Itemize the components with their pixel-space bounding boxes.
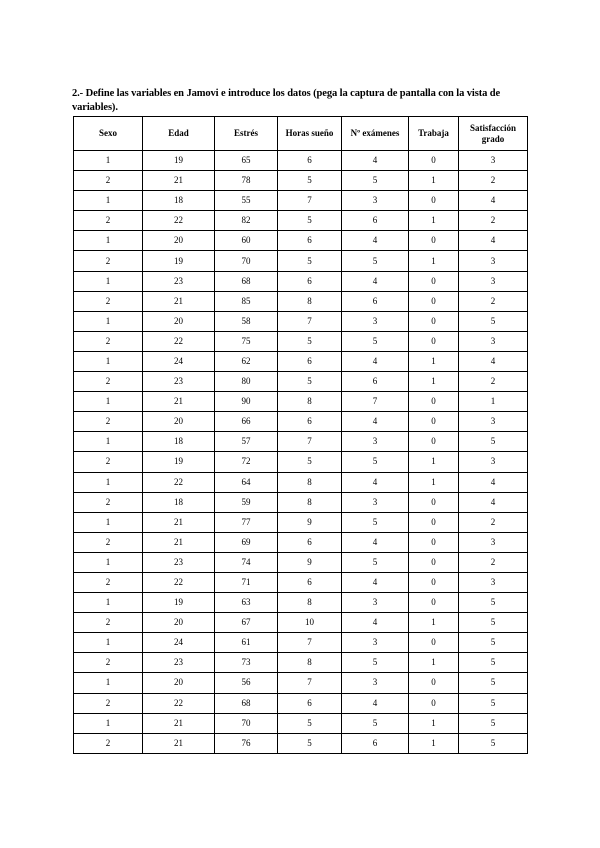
table-cell: 1 [409,713,459,733]
table-cell: 5 [459,673,528,693]
table-cell: 1 [74,351,143,371]
table-cell: 3 [459,251,528,271]
column-header: Nº exámenes [342,117,409,151]
table-cell: 5 [342,512,409,532]
table-body [74,151,528,754]
table-cell: 5 [459,733,528,753]
table-cell: 2 [74,532,143,552]
table-cell: 2 [74,412,143,432]
table-cell: 4 [342,271,409,291]
table-cell: 3 [342,492,409,512]
table-cell: 4 [459,191,528,211]
table-row [74,653,528,673]
table-cell: 70 [215,713,278,733]
table-cell: 2 [74,171,143,191]
table-cell: 71 [215,572,278,592]
table-cell: 6 [342,211,409,231]
table-cell: 76 [215,733,278,753]
table-cell: 9 [278,512,342,532]
table-cell: 20 [143,673,215,693]
table-cell: 20 [143,412,215,432]
column-header: Sexo [74,117,143,151]
table-row [74,291,528,311]
table-cell: 0 [409,673,459,693]
table-cell: 4 [342,412,409,432]
table-cell: 1 [409,372,459,392]
data-table [73,116,528,754]
table-row [74,432,528,452]
table-cell: 3 [459,532,528,552]
table-row [74,351,528,371]
table-row [74,572,528,592]
table-cell: 1 [74,311,143,331]
table-cell: 19 [143,251,215,271]
column-header: Estrés [215,117,278,151]
table-cell: 21 [143,512,215,532]
table-cell: 4 [342,351,409,371]
table-row [74,593,528,613]
table-cell: 21 [143,291,215,311]
table-cell: 4 [459,231,528,251]
table-cell: 5 [459,432,528,452]
table-cell: 7 [278,633,342,653]
table-row [74,311,528,331]
table-cell: 4 [342,472,409,492]
table-cell: 1 [74,271,143,291]
table-cell: 67 [215,613,278,633]
table-cell: 8 [278,392,342,412]
table-cell: 1 [409,613,459,633]
table-cell: 3 [459,572,528,592]
table-cell: 5 [459,593,528,613]
table-cell: 21 [143,532,215,552]
table-cell: 5 [459,653,528,673]
table-cell: 1 [74,593,143,613]
table-row [74,211,528,231]
table-cell: 82 [215,211,278,231]
table-cell: 2 [74,452,143,472]
table-cell: 2 [459,552,528,572]
table-cell: 22 [143,472,215,492]
table-cell: 8 [278,472,342,492]
table-cell: 1 [409,251,459,271]
table-cell: 6 [342,733,409,753]
table-cell: 2 [74,211,143,231]
table-cell: 4 [459,351,528,371]
table-row [74,151,528,171]
table-cell: 5 [278,372,342,392]
table-cell: 0 [409,392,459,412]
table-row [74,492,528,512]
table-cell: 3 [459,452,528,472]
table-cell: 6 [342,291,409,311]
table-row [74,673,528,693]
table-row [74,452,528,472]
table-cell: 0 [409,231,459,251]
table-cell: 2 [74,613,143,633]
table-cell: 19 [143,151,215,171]
table-cell: 73 [215,653,278,673]
table-cell: 3 [342,593,409,613]
table-cell: 85 [215,291,278,311]
table-cell: 62 [215,351,278,371]
table-cell: 2 [74,492,143,512]
table-cell: 1 [409,211,459,231]
table-cell: 3 [459,412,528,432]
table-cell: 5 [278,171,342,191]
table-cell: 4 [459,472,528,492]
table-cell: 23 [143,372,215,392]
table-cell: 18 [143,492,215,512]
table-cell: 1 [74,231,143,251]
table-cell: 24 [143,351,215,371]
table-cell: 6 [278,572,342,592]
table-cell: 1 [74,191,143,211]
table-cell: 5 [278,211,342,231]
table-cell: 0 [409,492,459,512]
table-cell: 4 [342,693,409,713]
table-cell: 3 [342,633,409,653]
table-cell: 20 [143,613,215,633]
table-cell: 60 [215,231,278,251]
table-cell: 2 [459,291,528,311]
table-row [74,271,528,291]
table-cell: 0 [409,412,459,432]
table-cell: 4 [342,231,409,251]
table-cell: 1 [74,713,143,733]
table-header-row [74,117,528,151]
table-cell: 21 [143,392,215,412]
table-cell: 5 [342,653,409,673]
table-cell: 78 [215,171,278,191]
table-cell: 5 [342,251,409,271]
table-cell: 5 [459,613,528,633]
table-cell: 6 [278,412,342,432]
table-cell: 4 [459,492,528,512]
table-cell: 5 [459,713,528,733]
column-header: Trabaja [409,117,459,151]
table-cell: 2 [74,291,143,311]
table-row [74,251,528,271]
table-cell: 0 [409,572,459,592]
table-cell: 3 [459,151,528,171]
table-cell: 18 [143,191,215,211]
table-cell: 80 [215,372,278,392]
table-cell: 1 [74,633,143,653]
table-cell: 0 [409,432,459,452]
table-cell: 5 [278,331,342,351]
table-cell: 68 [215,693,278,713]
table-cell: 5 [278,733,342,753]
column-header: Edad [143,117,215,151]
table-row [74,552,528,572]
table-cell: 7 [278,311,342,331]
table-cell: 1 [409,653,459,673]
table-cell: 6 [278,532,342,552]
table-cell: 8 [278,653,342,673]
table-cell: 0 [409,532,459,552]
table-cell: 20 [143,231,215,251]
table-cell: 22 [143,211,215,231]
table-cell: 18 [143,432,215,452]
table-cell: 3 [342,191,409,211]
table-row [74,472,528,492]
table-cell: 2 [74,572,143,592]
table-cell: 72 [215,452,278,472]
table-cell: 70 [215,251,278,271]
table-cell: 3 [459,271,528,291]
table-row [74,613,528,633]
table-cell: 2 [74,331,143,351]
table-cell: 3 [342,311,409,331]
table-cell: 1 [409,733,459,753]
table-cell: 2 [74,653,143,673]
table-cell: 1 [74,472,143,492]
table-cell: 66 [215,412,278,432]
table-cell: 8 [278,593,342,613]
table-row [74,693,528,713]
table-cell: 1 [74,512,143,532]
table-cell: 8 [278,492,342,512]
table-cell: 10 [278,613,342,633]
table-cell: 5 [459,633,528,653]
table-cell: 1 [74,151,143,171]
table-cell: 9 [278,552,342,572]
table-cell: 7 [278,673,342,693]
table-cell: 2 [459,512,528,532]
table-cell: 5 [342,171,409,191]
table-cell: 2 [459,211,528,231]
table-cell: 22 [143,331,215,351]
table-cell: 7 [342,392,409,412]
table-cell: 7 [278,191,342,211]
table-cell: 0 [409,512,459,532]
table-cell: 7 [278,432,342,452]
table-cell: 6 [278,693,342,713]
table-cell: 19 [143,452,215,472]
table-row [74,231,528,251]
table-cell: 6 [278,231,342,251]
table-cell: 3 [342,432,409,452]
table-cell: 68 [215,271,278,291]
table-cell: 0 [409,311,459,331]
table-cell: 1 [409,452,459,472]
table-row [74,713,528,733]
table-row [74,331,528,351]
table-cell: 23 [143,552,215,572]
table-cell: 57 [215,432,278,452]
column-header: Horas sueño [278,117,342,151]
table-cell: 0 [409,291,459,311]
table-cell: 58 [215,311,278,331]
table-cell: 1 [459,392,528,412]
table-cell: 0 [409,593,459,613]
table-cell: 23 [143,653,215,673]
table-cell: 65 [215,151,278,171]
table-cell: 1 [74,673,143,693]
table-cell: 1 [74,552,143,572]
table-cell: 0 [409,331,459,351]
table-cell: 69 [215,532,278,552]
table-cell: 0 [409,271,459,291]
table-cell: 0 [409,633,459,653]
table-row [74,733,528,753]
table-cell: 4 [342,532,409,552]
table-cell: 8 [278,291,342,311]
table-cell: 4 [342,151,409,171]
table-cell: 5 [278,251,342,271]
table-cell: 22 [143,572,215,592]
table-cell: 21 [143,733,215,753]
section-heading: 2.- Define las variables en Jamovi e introduce los datos (pega la captura de pantalla con la vista de variables). [72,88,501,113]
table-cell: 6 [278,151,342,171]
table-cell: 1 [74,432,143,452]
table-cell: 0 [409,151,459,171]
table-cell: 5 [459,311,528,331]
table-cell: 5 [342,452,409,472]
table-cell: 23 [143,271,215,291]
table-cell: 5 [342,552,409,572]
table-cell: 63 [215,593,278,613]
table-cell: 3 [342,673,409,693]
table-cell: 2 [74,372,143,392]
table-cell: 5 [459,693,528,713]
table-cell: 5 [342,713,409,733]
table-cell: 56 [215,673,278,693]
table-cell: 21 [143,713,215,733]
table-cell: 5 [278,713,342,733]
table-cell: 20 [143,311,215,331]
table-cell: 2 [74,251,143,271]
table-row [74,512,528,532]
table-cell: 75 [215,331,278,351]
table-cell: 22 [143,693,215,713]
table-cell: 1 [409,351,459,371]
table-cell: 0 [409,693,459,713]
table-cell: 21 [143,171,215,191]
table-row [74,372,528,392]
table-cell: 1 [409,171,459,191]
table-cell: 0 [409,552,459,572]
table-cell: 74 [215,552,278,572]
table-cell: 2 [74,733,143,753]
column-header: Satisfacción grado [459,117,528,151]
table-cell: 61 [215,633,278,653]
table-cell: 2 [459,171,528,191]
table-cell: 1 [409,472,459,492]
table-cell: 90 [215,392,278,412]
table-cell: 55 [215,191,278,211]
table-cell: 24 [143,633,215,653]
table-cell: 6 [342,372,409,392]
table-cell: 59 [215,492,278,512]
table-cell: 3 [459,331,528,351]
table-cell: 6 [278,351,342,371]
table-row [74,191,528,211]
table-cell: 4 [342,613,409,633]
table-cell: 4 [342,572,409,592]
table-row [74,171,528,191]
table-row [74,392,528,412]
table-cell: 5 [278,452,342,472]
table-cell: 1 [74,392,143,412]
table-cell: 6 [278,271,342,291]
table-cell: 2 [459,372,528,392]
table-cell: 0 [409,191,459,211]
table-row [74,532,528,552]
table-row [74,633,528,653]
table-cell: 19 [143,593,215,613]
table-cell: 5 [342,331,409,351]
table-row [74,412,528,432]
table-cell: 2 [74,693,143,713]
table-cell: 64 [215,472,278,492]
table-cell: 77 [215,512,278,532]
